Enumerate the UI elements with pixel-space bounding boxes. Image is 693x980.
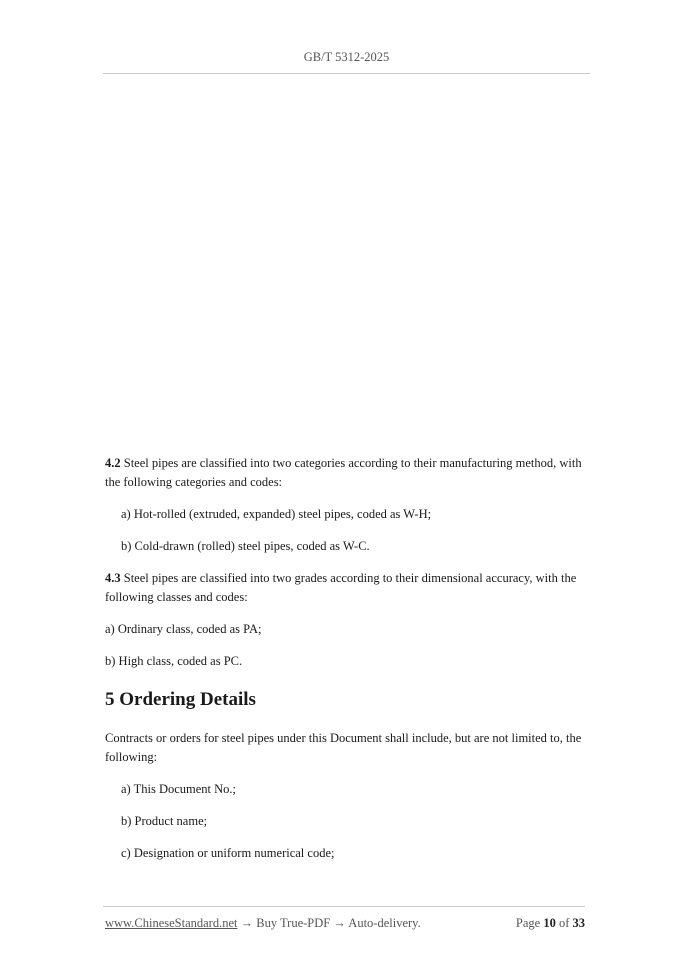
list-item: a) Ordinary class, coded as PA;: [105, 622, 262, 636]
page-header: [0, 50, 693, 65]
page-current: 10: [543, 916, 556, 930]
page-label: Page: [515, 916, 541, 930]
page-total: 33: [572, 916, 585, 930]
page-of: of: [558, 916, 570, 930]
list-item: a) This Document No.;: [121, 782, 237, 796]
list-item: b) High class, coded as PC.: [105, 654, 243, 668]
list-item: b) Product name;: [121, 814, 208, 828]
promo-text: → Buy True-PDF → Auto-delivery.: [237, 916, 421, 930]
section-intro: Contracts or orders for steel pipes under this Document shall include, but are not limited to, the following:: [105, 731, 582, 764]
clause-text: Steel pipes are classified into two categories according to their manufacturing method, with the following categories and codes:: [105, 456, 582, 489]
document-code: GB/T 5312-2025: [303, 50, 390, 64]
clause-number: 4.3: [105, 571, 121, 585]
clause-4-2: [105, 454, 589, 492]
clause-4-3: [105, 569, 589, 607]
footer-divider: [103, 906, 585, 907]
document-body: [105, 454, 589, 863]
header-divider: [103, 73, 590, 74]
clause-number: 4.2: [105, 456, 121, 470]
footer-promo: [105, 916, 421, 931]
clause-text: Steel pipes are classified into two grades according to their dimensional accuracy, with the following classes and codes:: [105, 571, 577, 604]
website-link[interactable]: www.ChineseStandard.net: [105, 916, 238, 930]
list-item: c) Designation or uniform numerical code;: [121, 846, 335, 860]
list-item: b) Cold-drawn (rolled) steel pipes, coded as W-C.: [121, 539, 370, 553]
list-item: a) Hot-rolled (extruded, expanded) steel pipes, coded as W-H;: [121, 507, 432, 521]
section-heading: 5 Ordering Details: [105, 689, 256, 710]
page-number: [516, 916, 585, 931]
